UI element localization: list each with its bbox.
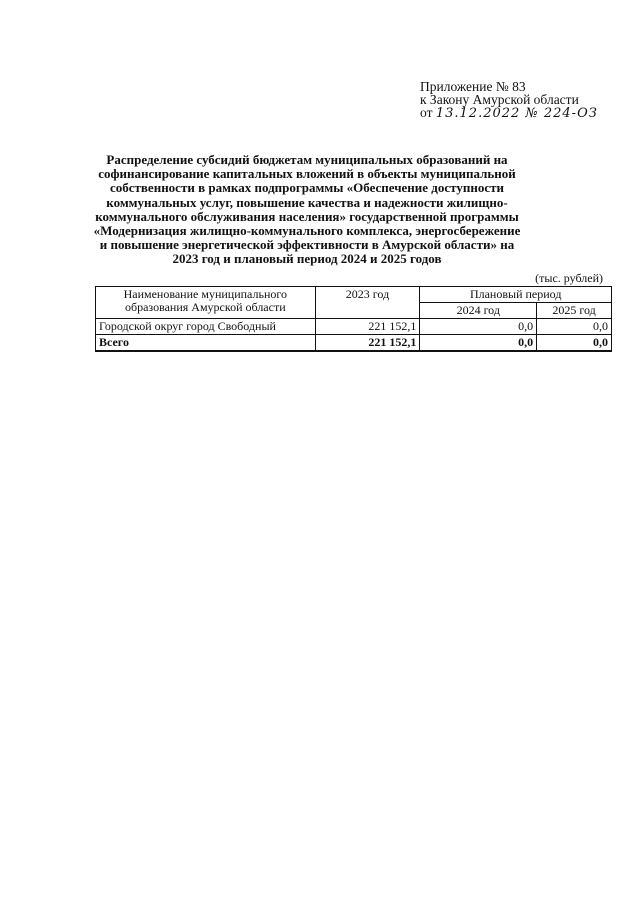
table-row xyxy=(96,319,612,335)
appendix-date-prefix: от xyxy=(420,105,433,120)
table-header-row xyxy=(96,287,612,303)
appendix-block xyxy=(420,80,620,120)
table-total-row xyxy=(96,335,612,352)
handwritten-date: 13.12.2022 № 224-ОЗ xyxy=(435,106,598,121)
header-municipality: Наименование муниципального образования Амурской области xyxy=(96,287,316,319)
appendix-number: Приложение № 83 xyxy=(420,79,526,94)
row-value-2025: 0,0 xyxy=(537,319,612,335)
document-title: Распределение субсидий бюджетам муниципальных образований на софинансирование капитальных вложений в объекты муниципальной собственности в рамках подпрограммы «Обеспечение доступности коммунальных услуг, повышение качества и надежности жилищно-коммунального обслуживания населения» государственной программы «Модернизация жилищно-коммунального комплекса, энергосбережение и повышение энергетической эффективности в Амурской области» на 2023 год и плановый период 2024 и 2025 годов xyxy=(93,152,521,267)
appendix-law-reference: к Закону Амурской области xyxy=(420,92,579,107)
appendix-date-line xyxy=(420,106,620,120)
header-2025: 2025 год xyxy=(537,303,612,319)
row-municipality-name: Городской округ город Свободный xyxy=(96,319,316,335)
total-value-2023: 221 152,1 xyxy=(315,335,420,352)
total-value-2025: 0,0 xyxy=(537,335,612,352)
header-2023: 2023 год xyxy=(315,287,420,319)
units-label: (тыс. рублей) xyxy=(535,271,603,285)
total-value-2024: 0,0 xyxy=(420,335,537,352)
total-label: Всего xyxy=(96,335,316,352)
header-2024: 2024 год xyxy=(420,303,537,319)
row-value-2023: 221 152,1 xyxy=(315,319,420,335)
subsidy-table xyxy=(95,286,612,352)
row-value-2024: 0,0 xyxy=(420,319,537,335)
header-planned-period: Плановый период xyxy=(420,287,612,303)
